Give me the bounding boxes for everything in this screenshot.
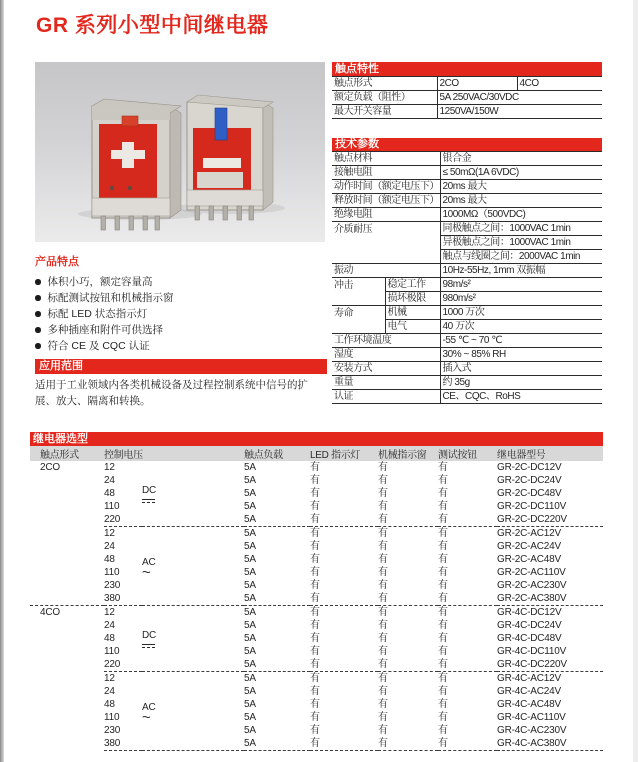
application-section [35,359,327,409]
load-cell: 5A [244,699,256,710]
spec-label: 绝缘电阻 [332,208,440,222]
mech-indicator-cell: 有 [378,462,388,473]
mech-indicator-cell: 有 [378,513,438,527]
test-button-cell: 有 [438,699,448,710]
selection-row [30,579,603,592]
column-header: 继电器型号 [497,446,603,461]
load-cell: 5A [244,658,310,672]
selection-row [30,632,603,645]
mech-indicator-cell: 有 [378,501,388,512]
model-number-cell: GR-4C-DC110V [497,646,567,657]
mech-indicator-cell: 有 [378,699,388,710]
selection-row [30,606,603,620]
bullet-icon [35,311,41,317]
contact-form-cell: 2CO [40,462,60,473]
test-button-blue [215,108,227,140]
mech-indicator-cell: 有 [378,488,388,499]
relay-right [187,95,273,220]
test-button-cell: 有 [438,462,448,473]
application-text: 适用于工业领域内各类机械设备及过程控制系统中信号的扩展、放大、隔离和转换。 [35,379,308,407]
model-number-cell: GR-4C-AC48V [497,699,561,710]
selection-row [30,540,603,553]
spec-value: 10Hz-55Hz, 1mm 双振幅 [440,264,602,278]
bullet-icon [35,343,41,349]
spec-value: 约 35g [440,376,602,390]
selection-row [30,711,603,724]
spec-label: 介质耐压 [332,222,440,264]
table-row [332,152,602,166]
spec-value: 1250VA/150W [437,105,602,119]
spec-label: 接触电阻 [332,166,440,180]
load-cell: 5A [244,737,310,751]
model-number-cell: GR-2C-AC380V [497,592,603,606]
load-cell: 5A [244,673,256,684]
voltage-cell: 220 [104,513,142,527]
led-indicator-cell: 有 [310,554,320,565]
voltage-cell: 110 [104,501,120,512]
mech-indicator-cell: 有 [378,554,388,565]
led-indicator-cell: 有 [310,712,320,723]
table-row [332,222,602,236]
test-button-cell: 有 [438,737,497,751]
list-item: 标配测试按钮和机械指示窗 [35,290,327,306]
led-indicator-cell: 有 [310,513,378,527]
column-header: 测试按钮 [438,446,497,461]
load-cell: 5A [244,567,256,578]
model-number-cell: GR-4C-AC110V [497,712,566,723]
model-number-cell: GR-2C-AC12V [497,528,561,539]
model-number-cell: GR-4C-DC48V [497,633,562,644]
spec-label: 振动 [332,264,440,278]
load-cell: 5A [244,633,256,644]
spec-value: 银合金 [440,152,602,166]
application-heading: 应用范围 [35,359,327,374]
table-row [332,77,602,91]
table-row [332,348,602,362]
voltage-cell: 48 [104,699,115,710]
table-row [332,91,602,105]
load-cell: 5A [244,606,310,620]
mech-indicator-cell: 有 [378,658,438,672]
model-number-cell: GR-2C-AC110V [497,567,566,578]
test-button-cell: 有 [438,513,497,527]
model-number-cell: GR-2C-DC12V [497,462,562,473]
led-indicator-cell: 有 [310,580,320,591]
test-button-cell: 有 [438,501,448,512]
dc-symbol [142,499,155,504]
current-type-cell [142,606,244,672]
test-button-cell: 有 [438,606,497,620]
load-cell: 5A [244,554,256,565]
model-number-cell: GR-2C-AC230V [497,580,567,591]
selection-row [30,487,603,500]
test-button-cell: 有 [438,658,497,672]
led-indicator-cell: 有 [310,528,320,539]
load-cell: 5A [244,541,256,552]
spec-label: 额定负载（阻性） [332,91,437,105]
test-button-cell: 有 [438,475,448,486]
bullet-icon [35,327,41,333]
selection-table-body [30,461,603,751]
selection-row [30,513,603,527]
technical-parameters-panel [332,138,602,404]
table-row [332,376,602,390]
features-list [35,274,327,354]
led-indicator-cell: 有 [310,737,378,751]
mech-indicator-cell: 有 [378,646,388,657]
voltage-cell: 24 [104,686,115,697]
led-indicator-cell: 有 [310,673,320,684]
voltage-cell: 230 [104,725,121,736]
model-number-cell: GR-4C-DC24V [497,620,562,631]
led-indicator-cell: 有 [310,606,378,620]
spec-label: 重量 [332,376,440,390]
spec-value: 异极触点之间：1000VAC 1min [440,236,602,250]
load-cell: 5A [244,462,256,473]
selection-row [30,658,603,672]
spec-label: 认证 [332,390,440,404]
model-number-cell: GR-4C-AC12V [497,673,561,684]
selection-row [30,724,603,737]
model-number-cell: GR-4C-DC220V [497,658,603,672]
test-button-cell: 有 [438,725,448,736]
spec-sublabel: 机械 [385,306,440,320]
selection-row [30,619,603,632]
mech-indicator-cell: 有 [378,528,388,539]
current-type-cell [142,461,244,527]
spec-value: 同极触点之间：1000VAC 1min [440,222,602,236]
spec-label: 触点形式 [332,77,437,91]
spec-label: 释放时间（额定电压下） [334,195,440,206]
spec-label: 动作时间（额定电压下） [334,181,440,192]
spec-sublabel: 稳定工作 [385,278,440,292]
mech-indicator-cell: 有 [378,541,388,552]
test-button-cell: 有 [438,620,448,631]
voltage-cell: 220 [104,658,142,672]
test-button-cell: 有 [438,673,448,684]
current-type-label: AC [142,701,156,713]
relay-selection-table [30,446,603,751]
features-heading: 产品特点 [35,256,79,268]
spec-label: 冲击 [332,278,385,306]
mech-indicator-cell: 有 [378,606,438,620]
test-button-cell: 有 [438,592,497,606]
page-edge-margin [633,0,638,762]
mech-indicator-cell: 有 [378,737,438,751]
relay-selection-panel [30,432,603,751]
spec-label: 工作环境温度 [332,334,440,348]
led-indicator-cell: 有 [310,592,378,606]
led-indicator-cell: 有 [310,541,320,552]
selection-header-row [30,446,603,461]
current-type-cell [142,527,244,606]
load-cell: 5A [244,488,256,499]
led-indicator-cell: 有 [310,725,320,736]
voltage-cell: 110 [104,712,120,723]
product-photo [35,62,325,242]
contact-characteristics-panel [332,62,602,119]
column-header: 触点负载 [244,446,310,461]
selection-row [30,553,603,566]
test-button-cell: 有 [438,646,448,657]
bullet-icon [35,279,41,285]
mech-indicator-cell: 有 [378,712,388,723]
test-button-cell: 有 [438,712,448,723]
load-cell: 5A [244,620,256,631]
mech-indicator-cell: 有 [378,567,388,578]
technical-parameters-table [332,151,602,404]
list-item: 多种插座和附件可供选择 [35,322,327,338]
spec-sublabel: 损坏极限 [385,292,440,306]
load-cell: 5A [244,725,256,736]
mech-indicator-cell: 有 [378,592,438,606]
model-number-cell: GR-4C-DC12V [497,606,603,620]
current-type-cell [142,672,244,751]
mech-indicator-cell: 有 [378,620,388,631]
selection-row [30,592,603,606]
model-number-cell: GR-2C-AC24V [497,541,561,552]
voltage-cell: 380 [104,737,142,751]
mech-indicator-cell: 有 [378,725,388,736]
load-cell: 5A [244,513,310,527]
list-item: 标配 LED 状态指示灯 [35,306,327,322]
mech-indicator-cell: 有 [378,686,388,697]
current-type-label: DC [142,629,157,641]
test-button-cell: 有 [438,541,448,552]
load-cell: 5A [244,475,256,486]
selection-row [30,645,603,658]
table-row [332,208,602,222]
test-button-red [122,116,138,126]
voltage-cell: 24 [104,475,115,486]
spec-value: 98m/s² [440,278,602,292]
test-button-cell: 有 [438,528,448,539]
table-row [332,180,602,194]
test-button-cell: 有 [438,633,448,644]
voltage-cell: 230 [104,580,121,591]
spec-value: CE、CQC、RoHS [440,390,602,404]
selection-row [30,474,603,487]
spec-label: 安装方式 [332,362,440,376]
ac-symbol: ~ [142,563,151,581]
led-indicator-cell: 有 [310,567,320,578]
selection-row [30,500,603,513]
tech-table-heading: 技术参数 [332,138,602,151]
spec-value: 30% ~ 85% RH [440,348,602,362]
relay-left [92,99,181,230]
spec-value: 2CO [437,77,517,91]
spec-value: ≤ 50mΩ(1A 6VDC) [440,166,602,180]
mech-indicator-cell: 有 [378,673,388,684]
spec-value: 20ms 最大 [440,194,602,208]
spec-value: 40 万次 [440,320,602,334]
dc-symbol [142,644,155,649]
spec-value: 5A 250VAC/30VDC [437,91,602,105]
list-item: 体积小巧，额定容量高 [35,274,327,290]
spec-value: 980m/s² [440,292,602,306]
contact-form-cell: 4CO [30,606,104,751]
voltage-cell: 12 [104,606,142,620]
table-row [332,264,602,278]
led-indicator-cell: 有 [310,633,320,644]
model-number-cell: GR-4C-AC380V [497,737,603,751]
product-photo-box [35,62,325,242]
list-item: 符合 CE 及 CQC 认证 [35,338,327,354]
test-button-cell: 有 [438,580,448,591]
spec-value: 1000MΩ（500VDC) [440,208,602,222]
spec-value: 4CO [517,77,602,91]
mech-indicator-cell: 有 [378,475,388,486]
load-cell: 5A [244,501,256,512]
model-number-cell: GR-4C-AC230V [497,725,567,736]
led-indicator-cell: 有 [310,658,378,672]
spec-label: 湿度 [332,348,440,362]
mech-indicator-cell: 有 [378,633,388,644]
model-number-cell: GR-4C-AC24V [497,686,561,697]
spec-value: 插入式 [440,362,602,376]
model-number-cell: GR-2C-DC48V [497,488,562,499]
load-cell: 5A [244,686,256,697]
spec-label: 最大开关容量 [332,105,437,119]
contact-characteristics-table [332,76,602,119]
led-indicator-cell: 有 [310,686,320,697]
selection-row [30,566,603,579]
selection-row [30,698,603,711]
mech-indicator-cell: 有 [378,580,388,591]
voltage-cell: 48 [104,633,115,644]
load-cell: 5A [244,646,256,657]
column-header: LED 指示灯 [310,446,378,461]
voltage-cell: 12 [104,528,115,539]
table-row [332,334,602,348]
test-button-cell: 有 [438,686,448,697]
current-type-label: AC [142,556,156,568]
load-cell: 5A [244,712,256,723]
page-title: GR 系列小型中间继电器 [36,14,269,37]
table-row [332,390,602,404]
voltage-cell: 12 [104,673,115,684]
page-edge-shadow [0,0,4,762]
selection-row [30,685,603,698]
selection-row [30,461,603,474]
voltage-cell: 24 [104,541,115,552]
load-cell: 5A [244,580,256,591]
column-header: 机械指示窗 [378,446,438,461]
spec-value: 1000 万次 [440,306,602,320]
selection-table-heading: 继电器选型 [30,432,603,446]
column-header: 触点形式 [30,446,104,461]
table-row [332,278,602,292]
model-number-cell: GR-2C-AC48V [497,554,561,565]
bullet-icon [35,295,41,301]
voltage-cell: 380 [104,592,142,606]
voltage-cell: 48 [104,554,115,565]
spec-label: 触点材料 [332,152,440,166]
led-indicator-cell: 有 [310,501,320,512]
test-button-cell: 有 [438,488,448,499]
selection-row [30,672,603,686]
model-number-cell: GR-2C-DC24V [497,475,562,486]
table-row [332,306,602,320]
spec-label: 寿命 [332,306,385,334]
table-row [332,166,602,180]
table-row [332,362,602,376]
voltage-cell: 12 [104,462,115,473]
led-indicator-cell: 有 [310,462,320,473]
contact-table-heading: 触点特性 [332,62,602,76]
led-indicator-cell: 有 [310,620,320,631]
led-indicator-cell: 有 [310,699,320,710]
table-row [332,194,602,208]
voltage-cell: 110 [104,646,120,657]
voltage-cell: 110 [104,567,120,578]
led-indicator-cell: 有 [310,475,320,486]
voltage-cell: 24 [104,620,115,631]
spec-value: -55 ℃ ~ 70 ℃ [440,334,602,348]
load-cell: 5A [244,528,256,539]
spec-sublabel: 电气 [385,320,440,334]
selection-row [30,527,603,541]
voltage-cell: 48 [104,488,115,499]
product-features-section [35,253,327,354]
current-type-label: DC [142,484,157,496]
spec-value: 20ms 最大 [440,180,602,194]
column-header: 控制电压 [104,446,244,461]
model-number-cell: GR-2C-DC110V [497,501,567,512]
load-cell: 5A [244,592,310,606]
led-indicator-cell: 有 [310,488,320,499]
selection-row [30,737,603,751]
ac-symbol: ~ [142,708,151,726]
model-number-cell: GR-2C-DC220V [497,513,603,527]
spec-value: 触点与线圈之间：2000VAC 1min [440,250,602,264]
table-row [332,105,602,119]
test-button-cell: 有 [438,567,448,578]
test-button-cell: 有 [438,554,448,565]
led-indicator-cell: 有 [310,646,320,657]
